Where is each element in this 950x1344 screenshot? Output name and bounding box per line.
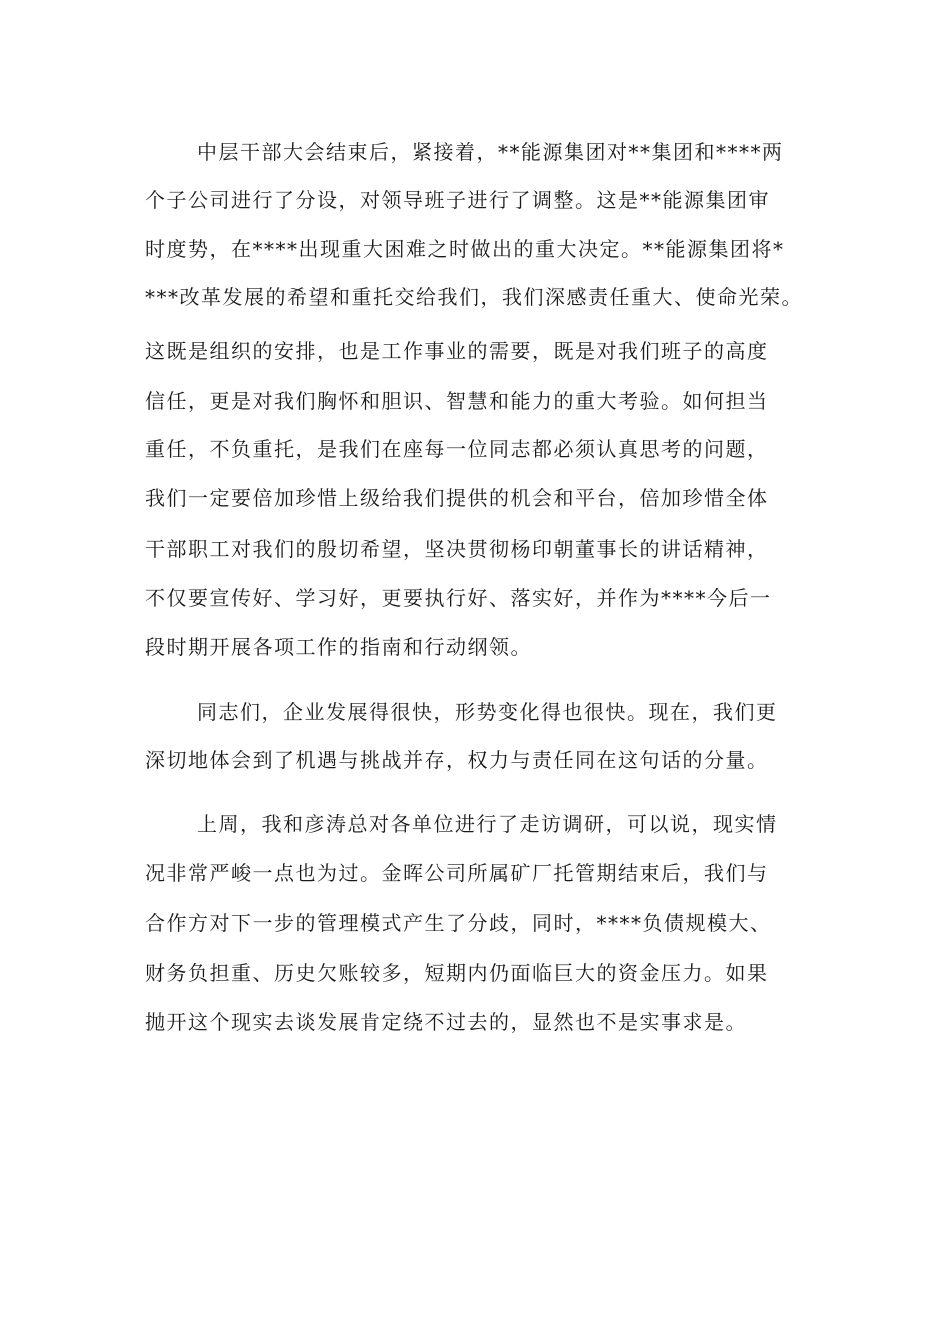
paragraph-3-line-2: 况非常严峻一点也为过。金晖公司所属矿厂托管期结束后，我们与 xyxy=(145,861,769,885)
paragraph-1-line-1: 中层干部大会结束后，紧接着，**能源集团对**集团和****两 xyxy=(197,140,784,164)
paragraph-1-line-11: 段时期开展各项工作的指南和行动纲领。 xyxy=(145,635,532,659)
paragraph-3-line-1: 上周，我和彦涛总对各单位进行了走访调研，可以说，现实情 xyxy=(197,812,778,836)
paragraph-3-line-4: 财务负担重、历史欠账较多，短期内仍面临巨大的资金压力。如果 xyxy=(145,961,769,985)
paragraph-1-line-7: 重任，不负重托，是我们在座每一位同志都必须认真思考的问题， xyxy=(145,437,769,461)
paragraph-1-line-5: 这既是组织的安排，也是工作事业的需要，既是对我们班子的高度 xyxy=(145,339,769,363)
paragraph-1-line-3: 时度势，在****出现重大困难之时做出的重大决定。**能源集团将* xyxy=(145,237,785,261)
paragraph-1-line-10: 不仅要宣传好、学习好，更要执行好、落实好，并作为****今后一 xyxy=(145,586,772,610)
paragraph-3-line-5: 抛开这个现实去谈发展肯定绕不过去的，显然也不是实事求是。 xyxy=(145,1010,747,1034)
paragraph-1-line-2: 个子公司进行了分设，对领导班子进行了调整。这是**能源集团审 xyxy=(145,188,770,212)
paragraph-1-line-8: 我们一定要倍加珍惜上级给我们提供的机会和平台，倍加珍惜全体 xyxy=(145,486,769,510)
paragraph-2-line-1: 同志们，企业发展得很快，形势变化得也很快。现在，我们更 xyxy=(197,700,778,724)
paragraph-3-line-3: 合作方对下一步的管理模式产生了分歧，同时，****负债规模大、 xyxy=(145,911,772,935)
paragraph-1-line-4: ***改革发展的希望和重托交给我们，我们深感责任重大、使命光荣。 xyxy=(145,285,803,309)
paragraph-2-line-2: 深切地体会到了机遇与挑战并存，权力与责任同在这句话的分量。 xyxy=(145,748,769,772)
paragraph-1-line-6: 信任，更是对我们胸怀和胆识、智慧和能力的重大考验。如何担当 xyxy=(145,389,769,413)
paragraph-1-line-9: 干部职工对我们的殷切希望，坚决贯彻杨印朝董事长的讲话精神， xyxy=(145,537,769,561)
